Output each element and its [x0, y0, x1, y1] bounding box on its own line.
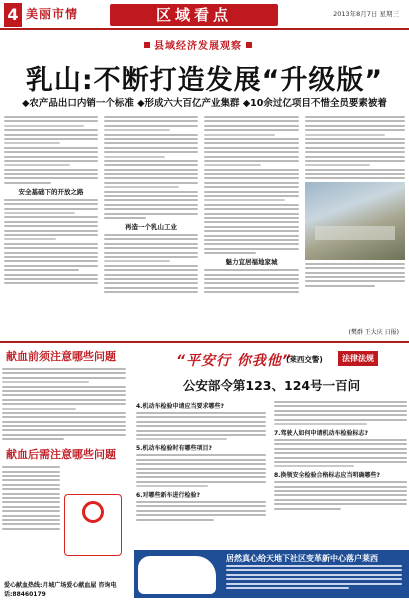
ad-title: 居然真心给天地下社区变革新中心落户莱西 [226, 554, 378, 563]
article-column-1 [4, 116, 98, 338]
campaign-subtitle: (莱西交警) [286, 355, 323, 364]
question-heading: 7.驾驶人如何申请机动车检验标志? [274, 429, 368, 437]
advertisement[interactable] [134, 550, 409, 598]
notice-section [134, 346, 409, 600]
headline: 乳山:不断打造发展“升级版” [25, 65, 384, 96]
theme-title: 县域经济发展观察 [154, 41, 242, 52]
blood-heading-2: 献血后需注意哪些问题 [6, 448, 116, 462]
article-column-4 [305, 116, 405, 338]
article-subhead: 再造一个乳山工业 [125, 222, 177, 231]
question-heading: 8.换领安全检验合格标志应当明确哪些? [274, 472, 380, 480]
donation-logo [64, 494, 122, 556]
article-subhead: 安全基础下的开放之路 [18, 187, 84, 196]
question-heading: 5.机动车检验时有哪些项目? [136, 445, 212, 453]
byline: (樊群 王大庆 日报) [348, 329, 399, 336]
section-divider [0, 341, 409, 343]
notice-column-2 [274, 398, 407, 548]
notice-body [134, 398, 409, 548]
square-icon [246, 42, 252, 48]
blood-donation-column [2, 346, 130, 598]
legal-tag: 法律法规 [338, 351, 378, 366]
article-column-2 [104, 116, 198, 338]
notice-title: 公安部令第123、124号一百问 [182, 378, 361, 393]
article-column-3 [204, 116, 299, 338]
question-heading: 4.机动车检验申请应当要求哪些? [136, 403, 224, 410]
question-heading: 6.对哪些新车进行检验? [136, 492, 200, 500]
page-number: 4 [4, 3, 22, 27]
issue-date: 2013年8月7日 星期三 [333, 10, 399, 18]
masthead [0, 0, 409, 30]
donation-hotline: 爱心献血热线:月城广场爱心献血屋 咨询电话:88460179 [4, 582, 117, 598]
blood-heading-1: 献血前须注意哪些问题 [6, 350, 116, 363]
notice-column-1 [136, 398, 266, 548]
car-image [138, 556, 216, 594]
theme-banner [140, 37, 256, 52]
campaign-title: “平安行 你我他” [176, 353, 292, 369]
section-title: 区域看点 [110, 4, 278, 26]
feature-article [4, 116, 405, 338]
safety-campaign-banner [134, 346, 409, 376]
square-icon [144, 42, 150, 48]
article-photo [305, 182, 405, 260]
heart-ring-icon [82, 501, 104, 523]
column-name: 美丽市情 [26, 7, 79, 21]
article-subhead: 魅力宜居福地家城 [225, 258, 278, 267]
subheadline: ◆农产品出口内销一个标准 ◆形成六大百亿产业集群 ◆10余过亿项目不惜全员要素被着 [22, 98, 387, 109]
